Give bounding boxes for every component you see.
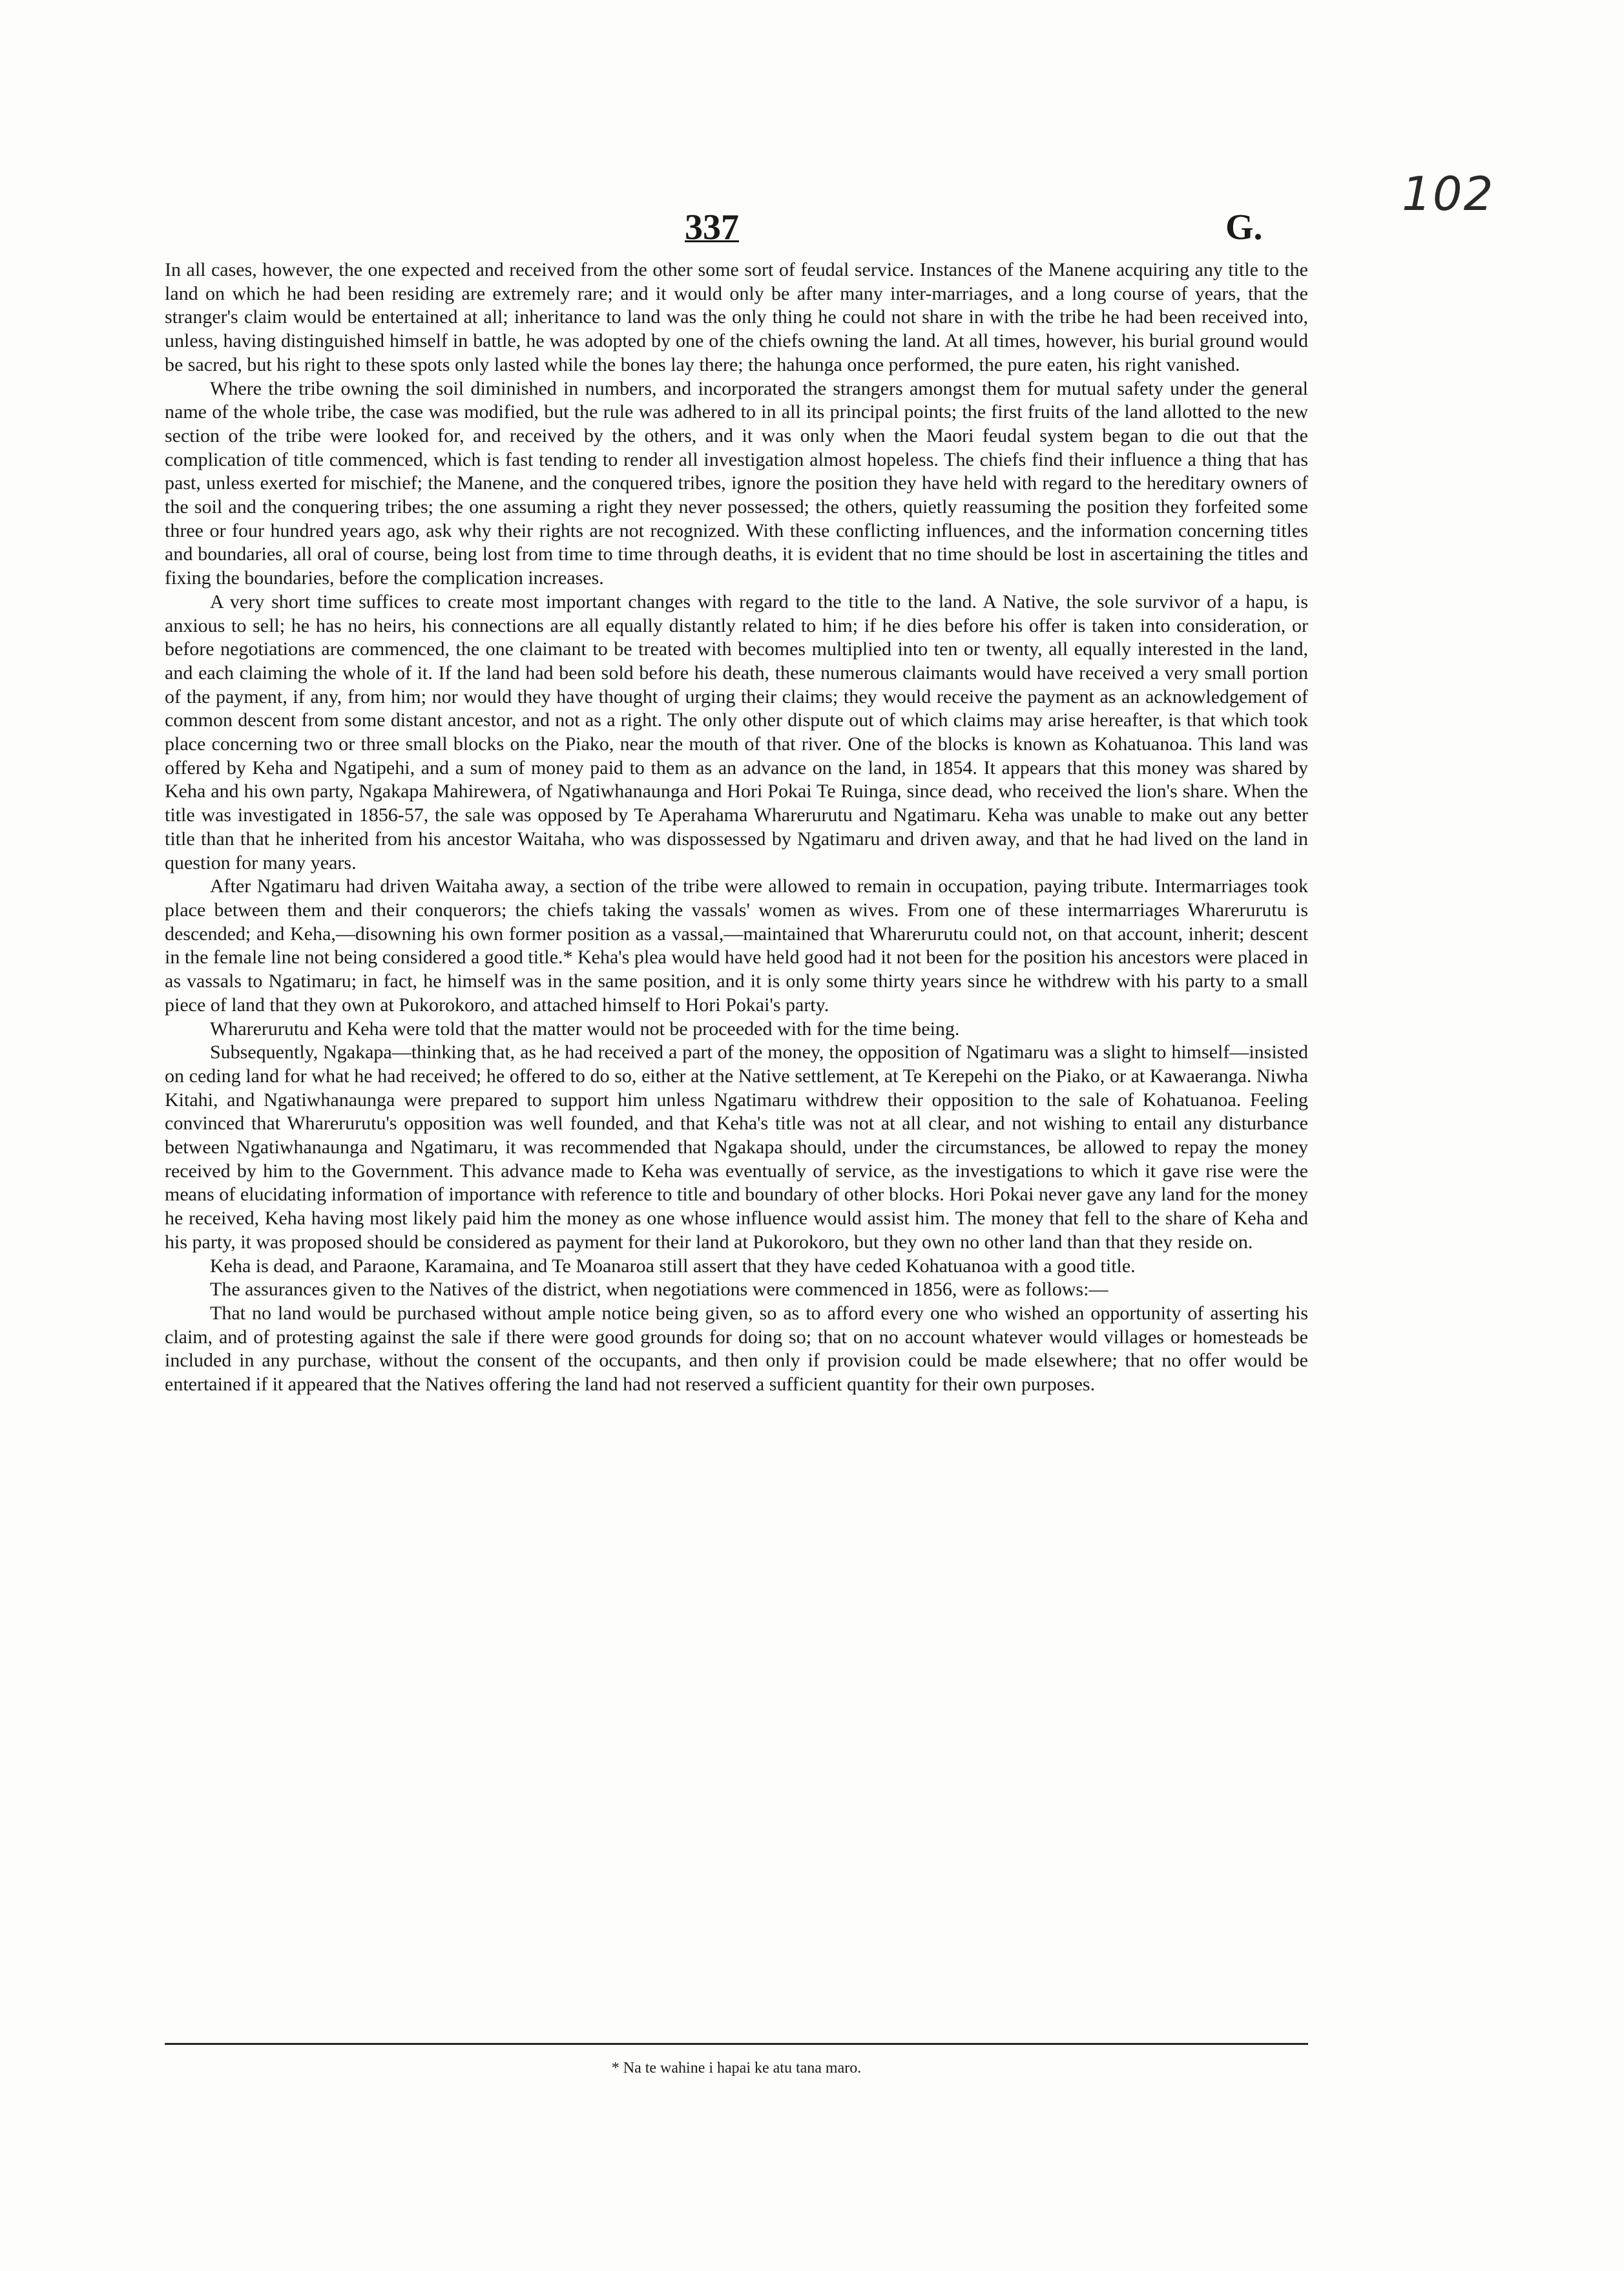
paragraph: That no land would be purchased without ample notice being given, so as to afford every one who wished an opportunity of asserting his claim, and of protesting against the sale if there were good grounds for doing so; that on no account whatever would villages or homesteads be included in any purchase, without the consent of the occupants, and then only if provision could be made elsewhere; that no offer would be entertained if it appeared that the Natives offering the land had not reserved a sufficient quantity for their own purposes. <box>165 1302 1308 1396</box>
paragraph: Keha is dead, and Paraone, Karamaina, and Te Moanaroa still assert that they have ceded Kohatuanoa with a good title. <box>210 1255 1136 1277</box>
body-text <box>165 258 1308 1397</box>
paragraph: Wharerurutu and Keha were told that the matter would not be proceeded with for the time being. <box>210 1018 960 1040</box>
page-header <box>165 207 1308 258</box>
footnote: * Na te wahine i hapai ke atu tana maro. <box>611 2060 862 2077</box>
page-number: 337 <box>685 207 739 247</box>
paragraph: A very short time suffices to create most important changes with regard to the title to the land. A Native, the sole survivor of a hapu, is anxious to sell; he has no heirs, his connections are all equally distantly related to him; if he dies before his offer is taken into consideration, or before negotiations are commenced, the one claimant to be treated with becomes multiplied into ten or twenty, all equally interested in the land, and each claiming the whole of it. If the land had been sold before his death, these numerous claimants would have received a very small portion of the payment, if any, from him; nor would they have thought of urging their claims; they would receive the payment as an acknowledgement of common descent from some distant ancestor, and not as a right. The only other dispute out of which claims may arise hereafter, is that which took place concerning two or three small blocks on the Piako, near the mouth of that river. One of the blocks is known as Kohatuanoa. This land was offered by Keha and Ngatipehi, and a sum of money paid to them as an advance on the land, in 1854. It appears that this money was shared by Keha and his own party, Ngakapa Mahirewera, of Ngatiwhanaunga and Hori Pokai Te Ruinga, since dead, who received the lion's share. When the title was investigated in 1856-57, the sale was opposed by Te Aperahama Wharerurutu and Ngatimaru. Keha was unable to make out any better title than that he inherited from his ancestor Waitaha, who was dispossessed by Ngatimaru and driven away, and that he had lived on the land in question for many years. <box>165 591 1308 874</box>
paragraph: The assurances given to the Natives of the district, when negotiations were commenced in 1856, were as follows:— <box>210 1279 1109 1301</box>
footnote-divider <box>165 2043 1308 2045</box>
section-letter: G. <box>1225 207 1263 247</box>
paragraph: Subsequently, Ngakapa—thinking that, as he had received a part of the money, the opposition of Ngatimaru was a slight to himself—insisted on ceding land for what he had received; he offered to do so, either at the Native settlement, at Te Kerepehi on the Piako, or at Kawaeranga. Niwha Kitahi, and Ngatiwhanaunga were prepared to support him unless Ngatimaru withdrew their opposition to the sale of Kohatuanoa. Feeling convinced that Wharerurutu's opposition was well founded, and that Keha's title was not at all clear, and not wishing to entail any disturbance between Ngatiwhanaunga and Ngatimaru, it was recommended that Ngakapa should, under the circumstances, be allowed to repay the money received by him to the Government. This advance made to Keha was eventually of service, as the investigations to which it gave rise were the means of elucidating information of importance with reference to title and boundary of other blocks. Hori Pokai never gave any land for the money he received, Keha having most likely paid him the money as one whose influence would assist him. The money that fell to the share of Keha and his party, it was proposed should be considered as payment for their land at Pukorokoro, but they own no other land than that they reside on. <box>165 1041 1308 1253</box>
paragraph: In all cases, however, the one expected and received from the other some sort of feudal service. Instances of the Manene acquiring any title to the land on which he had been residing are extremely rare; and it would only be after many inter-marriages, and a long course of years, that the stranger's claim would be entertained at all; inheritance to land was the only thing he could not share in with the tribe he had been received into, unless, having distinguished himself in battle, he was adopted by one of the chiefs owning the land. At all times, however, his burial ground would be sacred, but his right to these spots only lasted while the bones lay there; the hahunga once performed, the pure eaten, his right vanished. <box>165 259 1308 375</box>
paragraph: Where the tribe owning the soil diminished in numbers, and incorporated the strangers amongst them for mutual safety under the general name of the whole tribe, the case was modified, but the rule was adhered to in all its principal points; the first fruits of the land allotted to the new section of the tribe were looked for, and received by the others, and it was only when the Maori feudal system began to die out that the complication of title commenced, which is fast tending to render all investigation almost hopeless. The chiefs find their influence a thing that has past, unless exerted for mischief; the Manene, and the conquered tribes, ignore the position they have held with regard to the hereditary owners of the soil and the conquering tribes; the one assuming a right they never possessed; the others, quietly reassuming the position they forfeited some three or four hundred years ago, ask why their rights are not recognized. With these conflicting influences, and the information concerning titles and boundaries, all oral of course, being lost from time to time through deaths, it is evident that no time should be lost in ascertaining the titles and fixing the boundaries, before the complication increases. <box>165 377 1308 589</box>
paragraph: After Ngatimaru had driven Waitaha away, a section of the tribe were allowed to remain in occupation, paying tribute. Intermarriages took place between them and their conquerors; the chiefs taking the vassals' women as wives. From one of these intermarriages Wharerurutu is descended; and Keha,—disowning his own former position as a vassal,—maintained that Wharerurutu could not, on that account, inherit; descent in the female line not being considered a good title.* Keha's plea would have held good had it not been for the position his ancestors were placed in as vassals to Ngatimaru; in fact, he himself was in the same position, and it is only some thirty years since he withdrew with his party to a small piece of land that they own at Pukorokoro, and attached himself to Hori Pokai's party. <box>165 875 1308 1016</box>
handwritten-folio-number: 102 <box>1402 167 1495 221</box>
